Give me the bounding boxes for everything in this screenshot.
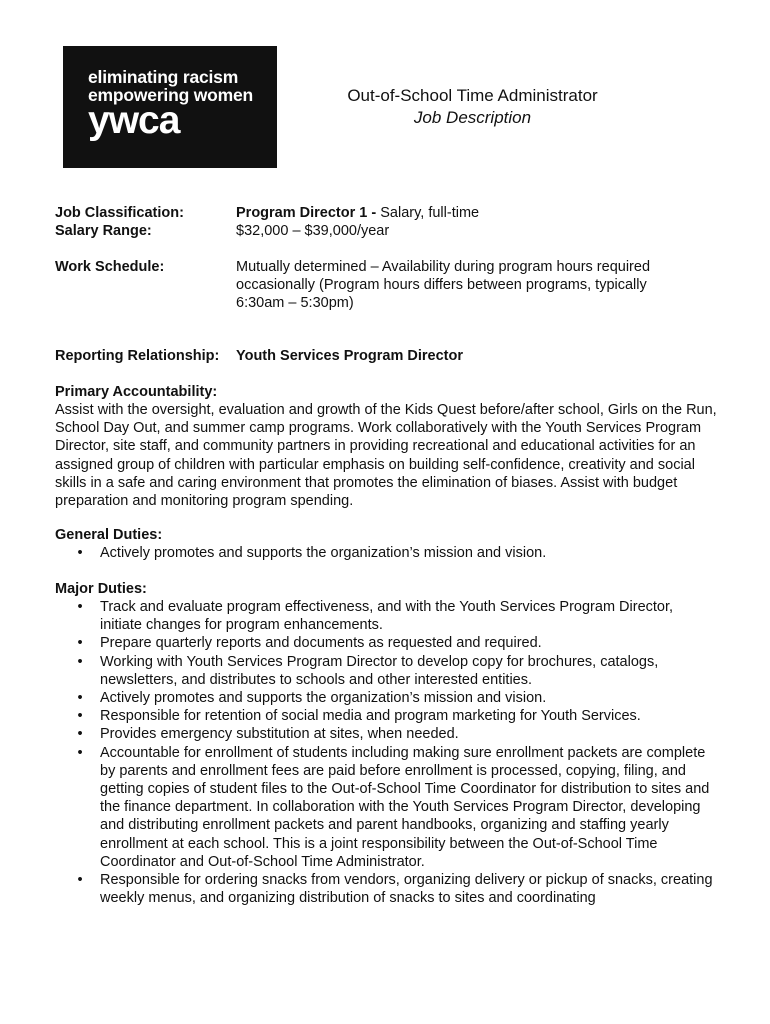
document-title: Out-of-School Time Administrator (347, 86, 598, 105)
list-item (55, 725, 715, 743)
ywca-logo (63, 46, 277, 168)
major-duties-heading: Major Duties: (55, 581, 147, 597)
list-item (55, 634, 715, 652)
bullet-icon: • (77, 599, 83, 615)
bullet-icon: • (77, 635, 83, 652)
bullet-icon: • (77, 744, 83, 761)
list-item (55, 707, 715, 725)
classification-value-rest: Salary, full-time (376, 205, 480, 221)
list-item-text: Accountable for enrollment of students including making sure enrollment packets are complete by parents and enrollment fees are paid before enrollment is processed, copying, filing, and getting copies of student files to the Out-of-School Time Coordinator for distribution to sites and the finance department. In collaboration with the Youth Services Program Director, developing and distributing enrollment packets and parent handbooks, organizing and staffing yearly enrollment at each school. This is a joint responsibility between the Out-of-School Time Coordinator and Out-of-School Time Administrator. (100, 744, 710, 870)
salary-value: $32,000 – $39,000/year (236, 223, 390, 239)
classification-value-bold: Program Director 1 - (236, 205, 377, 221)
reporting-label: Reporting Relationship: (55, 348, 220, 364)
logo-tagline-1: eliminating racism (88, 67, 239, 87)
bullet-icon: • (77, 653, 83, 670)
salary-label: Salary Range: (55, 223, 152, 239)
bullet-icon: • (77, 690, 83, 707)
list-item-text: Responsible for ordering snacks from vendors, organizing delivery or pickup of snacks, creating weekly menus, and organizing distribution of snacks to sites and coordinating (100, 872, 713, 907)
list-item-text: Prepare quarterly reports and documents as requested and required. (100, 635, 542, 652)
list-item-text: Actively promotes and supports the organization’s mission and vision. (100, 545, 547, 561)
general-duties-heading: General Duties: (55, 527, 163, 543)
bullet-icon: • (77, 708, 83, 725)
list-item-text: Working with Youth Services Program Director to develop copy for brochures, catalogs, newsletters, and distributes to schools and other interested entities. (100, 653, 659, 688)
list-item-text: Track and evaluate program effectiveness, and with the Youth Services Program Director, initiate changes for program enhancements. (100, 599, 674, 634)
list-item (55, 744, 715, 871)
list-item (55, 598, 715, 634)
list-item (55, 544, 715, 562)
general-duties-list (55, 544, 715, 562)
list-item (55, 871, 715, 907)
reporting-value: Youth Services Program Director (236, 348, 463, 364)
schedule-label: Work Schedule: (55, 259, 165, 275)
list-item (55, 653, 715, 689)
list-item (55, 689, 715, 707)
classification-value (236, 204, 686, 222)
logo-brand: ywca (88, 99, 180, 142)
list-item-text: Provides emergency substitution at sites, when needed. (100, 726, 459, 743)
list-item-text: Actively promotes and supports the organization’s mission and vision. (100, 690, 547, 707)
list-item-text: Responsible for retention of social media and program marketing for Youth Services. (100, 708, 641, 725)
classification-label: Job Classification: (55, 205, 184, 221)
major-duties-list (55, 598, 715, 907)
primary-accountability-text: Assist with the oversight, evaluation and growth of the Kids Quest before/after school, Girls on the Run, School Day Out, and summer camp programs. Work collaboratively with the Youth Services Program Director, site staff, and community partners in providing recreational and educational activities for an assigned group of children with particular emphasis on building self-confidence, creativity and social skills in a safe and caring environment that promotes the elimination of biases. Assist with budget preparation and monitoring program spending. (55, 402, 717, 510)
schedule-value: Mutually determined – Availability during program hours required occasionally (Program hours differs between programs, typically 6:30am – 5:30pm) (236, 259, 651, 312)
bullet-icon: • (77, 726, 83, 743)
logo-tagline-2: empowering women (88, 85, 254, 105)
bullet-icon: • (77, 872, 83, 889)
bullet-icon: • (77, 545, 83, 561)
primary-accountability-heading: Primary Accountability: (55, 384, 218, 400)
document-subtitle: Job Description (413, 108, 532, 127)
